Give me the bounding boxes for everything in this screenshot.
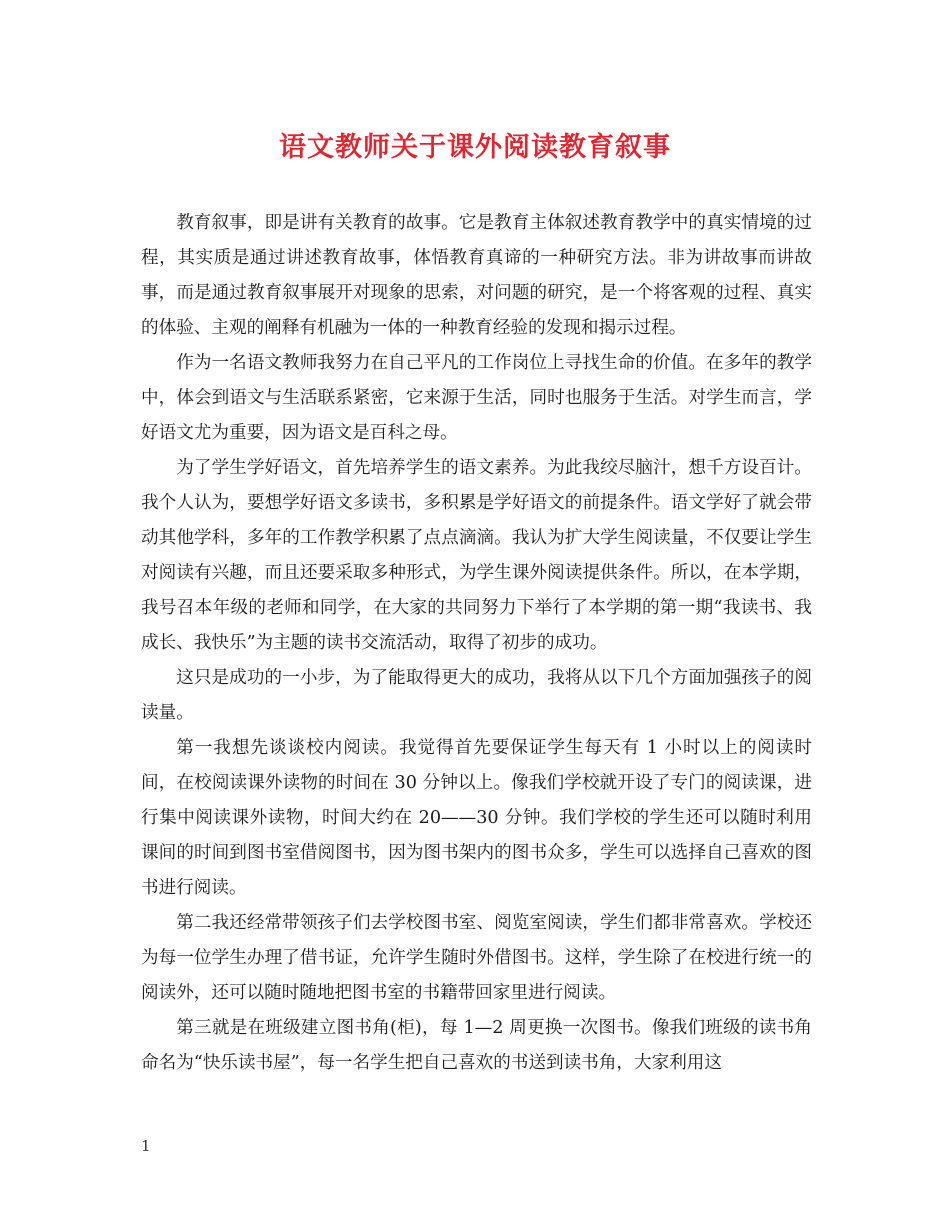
- paragraph-1: 教育叙事，即是讲有关教育的故事。它是教育主体叙述教育教学中的真实情境的过程，其实质是通过讲述教育故事，体悟教育真谛的一种研究方法。非为讲故事而讲故事，而是通过教育叙事展开对现象的思索，对问题的研究，是一个将客观的过程、真实的体验、主观的阐释有机融为一体的一种教育经验的发现和揭示过程。: [141, 213, 812, 338]
- paragraph-5: 第一我想先谈谈校内阅读。我觉得首先要保证学生每天有 1 小时以上的阅读时间，在校阅读课外读物的时间在 30 分钟以上。像我们学校就开设了专门的阅读课，进行集中阅读课外读物，时间大约在 20——30 分钟。我们学校的学生还可以随时利用课间的时间到图书室借阅图书，因为图书架内的图书众多，学生可以选择自己喜欢的图书进行阅读。: [141, 738, 812, 898]
- document-title: 语文教师关于课外阅读教育叙事: [279, 132, 671, 163]
- document-body: [141, 206, 812, 1081]
- paragraph-3: 为了学生学好语文，首先培养学生的语文素养。为此我绞尽脑汁，想千方设百计。我个人认为，要想学好语文多读书，多积累是学好语文的前提条件。语文学好了就会带动其他学科，多年的工作教学积累了点点滴滴。我认为扩大学生阅读量，不仅要让学生对阅读有兴趣，而且还要采取多种形式，为学生课外阅读提供条件。所以，在本学期，我号召本年级的老师和同学，在大家的共同努力下举行了本学期的第一期“我读书、我成长、我快乐”为主题的读书交流活动，取得了初步的成功。: [141, 458, 812, 653]
- paragraph-6: 第二我还经常带领孩子们去学校图书室、阅览室阅读，学生们都非常喜欢。学校还为每一位学生办理了借书证，允许学生随时外借图书。这样，学生除了在校进行统一的阅读外，还可以随时随地把图书室的书籍带回家里进行阅读。: [141, 913, 812, 1003]
- paragraph-2: 作为一名语文教师我努力在自己平凡的工作岗位上寻找生命的价值。在多年的教学中，体会到语文与生活联系紧密，它来源于生活，同时也服务于生活。对学生而言，学好语文尤为重要，因为语文是百科之母。: [141, 353, 812, 443]
- paragraph-7: 第三就是在班级建立图书角(柜)，每 1—2 周更换一次图书。像我们班级的读书角命名为“快乐读书屋”，每一名学生把自己喜欢的书送到读书角，大家利用这: [141, 1018, 812, 1073]
- paragraph-4: 这只是成功的一小步，为了能取得更大的成功，我将从以下几个方面加强孩子的阅读量。: [141, 668, 812, 723]
- page-number: 1: [141, 1137, 151, 1155]
